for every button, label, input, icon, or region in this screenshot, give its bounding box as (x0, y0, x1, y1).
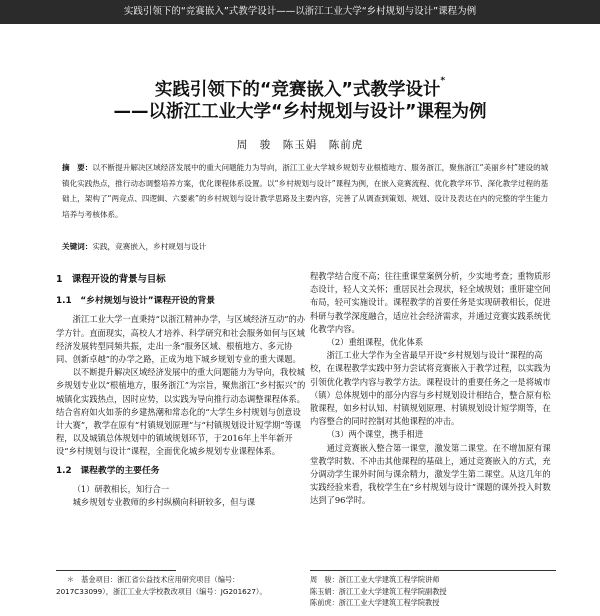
authors: 周 骏 陈玉娟 陈前虎 (236, 139, 364, 151)
section-1-1-heading: 1.1 “乡村规划与设计”课程开设的背景 (56, 296, 216, 307)
title-footnote-marker: * (440, 76, 446, 86)
paragraph: 程教学结合度不高；往往重课堂案例分析，少实地考查；重物质形态设计，轻人文关怀；重居民社会现状，轻全域规划；重肝建空间布局，轻可实施设计。课程教学的首要任务是实现研教相长，促进科研与教学深度融合，适应社会经济需求，并通过竞赛实践系统优化教学内容。 (310, 271, 551, 334)
item-1-heading: （1）研教相长，知行合一 (72, 483, 170, 494)
author-info-line: 周 骏：浙江工业大学建筑工程学院讲师 (310, 575, 440, 584)
item-2-heading: （2）重组课程，优化体系 (326, 337, 424, 348)
footnote-divider (56, 570, 176, 571)
abstract-label: 摘 要： (62, 163, 93, 172)
keywords-text: 实践，竞赛嵌入，乡村规划与设计 (92, 242, 207, 251)
footnote-line: ＊ 基金项目：浙江省公益技术应用研究项目（编号： (66, 575, 240, 584)
author-info (310, 574, 556, 609)
left-column (56, 270, 306, 509)
paragraph: 浙江工业大学一直秉持“以浙江精神办学，与区域经济互动”的办学方针。直面现实，高校人才培养、科学研究和社会服务如何与区域经济发展转型同频共振，走出一条“服务区域、根植地方、多元协同、创新卓越”的办学之路，正成为地下城乡规划专业的重大课题。 (56, 314, 306, 365)
abstract-text: 以不断提升解决区域经济发展中的重大问题能力为导向，浙江工业大学城乡规划专业根植地方、服务浙江，聚焦浙江“美丽乡村”建设的城镇化实践热点，推行动态调整培养方案，优化课程体系设置。以“乡村规划与设计”课程为例，在嵌入竞赛流程、优化教学环节、深化教学过程的基础上，架构了“两竞点、四逻辑、六要素”的乡村规划与设计教学思路及主要内容，完善了从调查到策划、规划、设计及表达在内的完整的学生能力培养与考核体系。 (62, 163, 549, 220)
abstract (62, 160, 550, 223)
paragraph: 浙江工业大学作为全省最早开设“乡村规划与设计”课程的高校，在课程教学实践中努力尝试将竞赛嵌入于教学过程，以实践为引领优化教学内容与教学方法。课程设计的重要任务之一是将城市（镇）总体规划中的部分内容与乡村规划设计相结合，整合原有松散课程，如乡村认知、村镇规划原理、村镇规划设计短学期等，在内容整合的同时控制对其他课程的冲击。 (310, 350, 551, 427)
keywords-label: 关键词： (62, 242, 93, 251)
item-3-heading: （3）两个课堂，携手相进 (326, 429, 424, 440)
section-1-2-heading: 1.2 课程教学的主要任务 (56, 465, 160, 476)
paragraph: 以不断提升解决区域经济发展中的重大问题能力为导向，我校城乡规划专业以“根植地方，服务浙江”为宗旨，聚焦浙江“乡村振兴”的城镇化实践热点，因时应势，以实践为导向推行动态调整课程体系。结合省府如火如荼的乡建热潮和常态化的“大学生乡村规划与创意设计大赛”，教学在原有“村镇规划原理”与“村镇规划设计短学期”等课程，以及城镇总体规划中的镇域规划环节，于2016年上半年新开设“乡村规划与设计”课程，全面优化城乡规划专业课程体系。 (56, 367, 306, 457)
right-column (310, 270, 556, 508)
paragraph: 通过竞赛嵌入整合第一课堂，激发第二课堂。在不增加原有课堂教学时数、不冲击其他课程的基础上，通过竞赛嵌入的方式，充分调动学生课外时间与课余精力，激发学生第二课堂。从这几年的实践经验来看，我校学生在“乡村规划与设计”课题的课外投入时数达到了96学时。 (310, 442, 551, 506)
paragraph: 城乡规划专业教师的乡村纵横向科研较多，但与课 (72, 497, 256, 508)
footnote-line: 2017C33099），浙江工业大学校教改项目（编号：JG201627）。 (56, 587, 267, 596)
running-header: 实践引领下的“竞赛嵌入”式教学设计——以浙江工业大学“乡村规划与设计”课程为例 (0, 0, 600, 24)
title-line1: 实践引领下的“竞赛嵌入”式教学设计 (154, 80, 441, 100)
author-info-line: 陈前虎：浙江工业大学建筑工程学院教授 (310, 598, 440, 607)
section-1-heading: 1 课程开设的背景与目标 (56, 274, 166, 285)
author-info-divider (310, 570, 556, 571)
author-info-line: 陈玉娟：浙江工业大学建筑工程学院副教授 (310, 586, 447, 596)
paper-subtitle: ——以浙江工业大学“乡村规划与设计”课程为例 (113, 102, 487, 122)
keywords (62, 241, 550, 252)
footnote (56, 574, 306, 598)
